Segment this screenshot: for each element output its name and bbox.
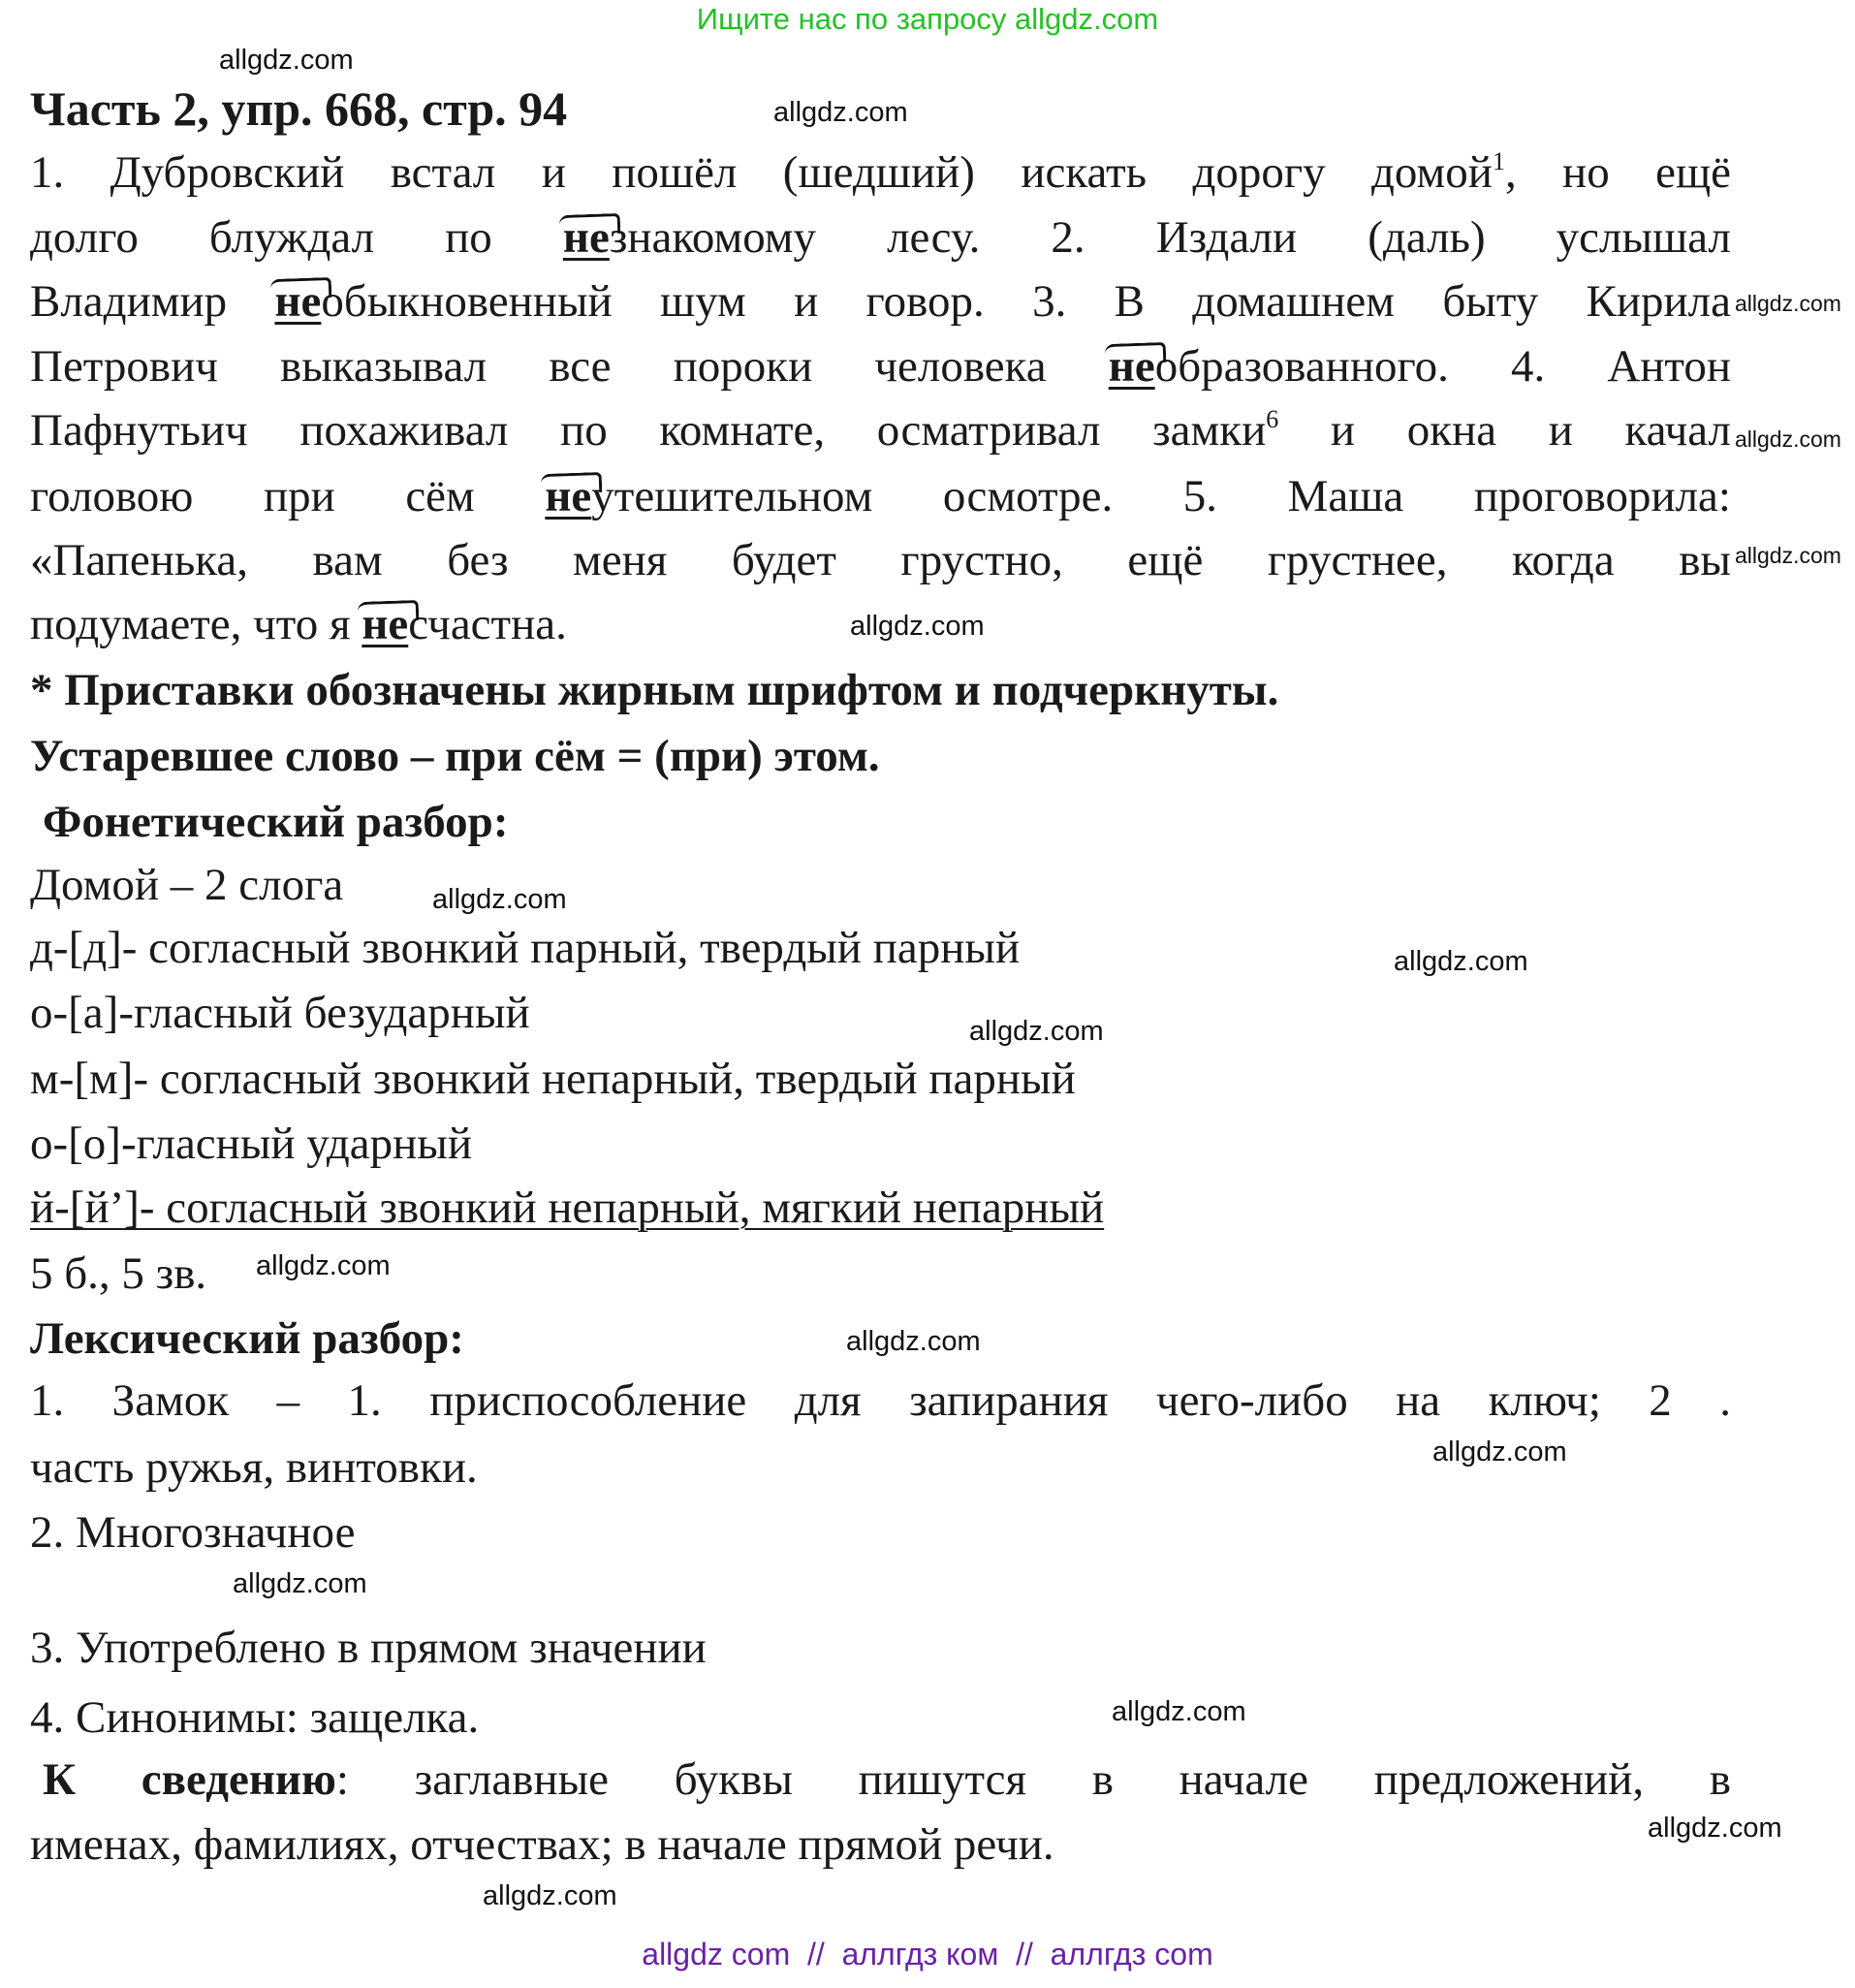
phonetic-line: о-[а]-гласный безударный <box>30 988 530 1038</box>
text-line: подумаете, что я несчастна. <box>30 599 567 649</box>
phonetic-line: д-[д]- согласный звонкий парный, твердый парный <box>30 923 1021 973</box>
text-line: Пафнутьич похаживал по комнате, осматривал замки$^6$ и окна и качал <box>30 405 1731 456</box>
lexical-line: 4. Синонимы: защелка. <box>30 1692 480 1743</box>
site-banner: Ищите нас по запросу allgdz.com <box>696 2 1159 36</box>
prefix-ne: не <box>545 471 592 521</box>
phonetic-line: о-[о]-гласный ударный <box>30 1119 473 1169</box>
prefix-ne: не <box>362 599 409 649</box>
watermark: allgdz.com <box>1432 1436 1567 1467</box>
text-line: «Папенька, вам без меня будет грустно, ещё грустнее, когда вы <box>30 535 1731 585</box>
footer-links: allgdz com // аллгдз ком // аллгдз com <box>642 1937 1213 1972</box>
watermark: allgdz.com <box>850 611 985 642</box>
info-line: именах, фамилиях, отчествах; в начале прямой речи. <box>30 1819 1054 1870</box>
lexical-line: 1. Замок – 1. приспособление для запирания чего-либо на ключ; 2 . <box>30 1375 1731 1426</box>
watermark: allgdz.com <box>1112 1696 1246 1727</box>
watermark: allgdz.com <box>432 884 567 915</box>
phonetic-heading: Фонетический разбор: <box>43 797 509 847</box>
note-obsolete: Устаревшее слово – при сём = (при) этом. <box>30 731 880 781</box>
watermark: allgdz.com <box>1648 1813 1782 1844</box>
watermark: allgdz.com <box>1735 291 1841 316</box>
watermark: allgdz.com <box>256 1250 391 1281</box>
text-line: Петрович выказывал все пороки человека необразованного. 4. Антон <box>30 341 1731 392</box>
phonetic-summary: 5 б., 5 зв. <box>30 1248 207 1299</box>
phonetic-line: й-[й’]- согласный звонкий непарный, мягкий непарный <box>30 1183 1105 1233</box>
watermark: allgdz.com <box>1735 426 1841 452</box>
watermark: allgdz.com <box>1394 946 1528 977</box>
watermark: allgdz.com <box>773 97 908 128</box>
text-line: долго блуждал по незнакомому лесу. 2. Издали (даль) услышал <box>30 212 1731 263</box>
text-line: 1. Дубровский встал и пошёл (шедший) искать дорогу домой$^1$, но ещё <box>30 147 1731 198</box>
watermark: allgdz.com <box>1735 543 1841 568</box>
watermark: allgdz.com <box>233 1568 367 1599</box>
note-prefixes: * Приставки обозначены жирным шрифтом и подчеркнуты. <box>30 665 1279 715</box>
lexical-line: 2. Многозначное <box>30 1507 356 1558</box>
watermark: allgdz.com <box>846 1326 981 1357</box>
info-line: К сведению: заглавные буквы пишутся в начале предложений, в <box>43 1754 1731 1805</box>
watermark: allgdz.com <box>219 45 354 76</box>
watermark: allgdz.com <box>483 1880 617 1911</box>
phonetic-line: Домой – 2 слога <box>30 860 344 910</box>
phonetic-line: м-[м]- согласный звонкий непарный, твердый парный <box>30 1054 1076 1104</box>
page-title: Часть 2, упр. 668, стр. 94 <box>30 81 568 136</box>
lexical-line: 3. Употреблено в прямом значении <box>30 1623 707 1673</box>
prefix-ne: не <box>274 276 322 327</box>
text-line: Владимир необыкновенный шум и говор. 3. В домашнем быту Кирила <box>30 276 1732 327</box>
lexical-line: часть ружья, винтовки. <box>30 1442 478 1493</box>
prefix-ne: не <box>1108 341 1155 392</box>
watermark: allgdz.com <box>969 1016 1104 1047</box>
text-line: головою при сём неутешительном осмотре. 5. Маша проговорила: <box>30 471 1731 521</box>
prefix-ne: не <box>562 212 610 263</box>
lexical-heading: Лексический разбор: <box>30 1313 464 1364</box>
